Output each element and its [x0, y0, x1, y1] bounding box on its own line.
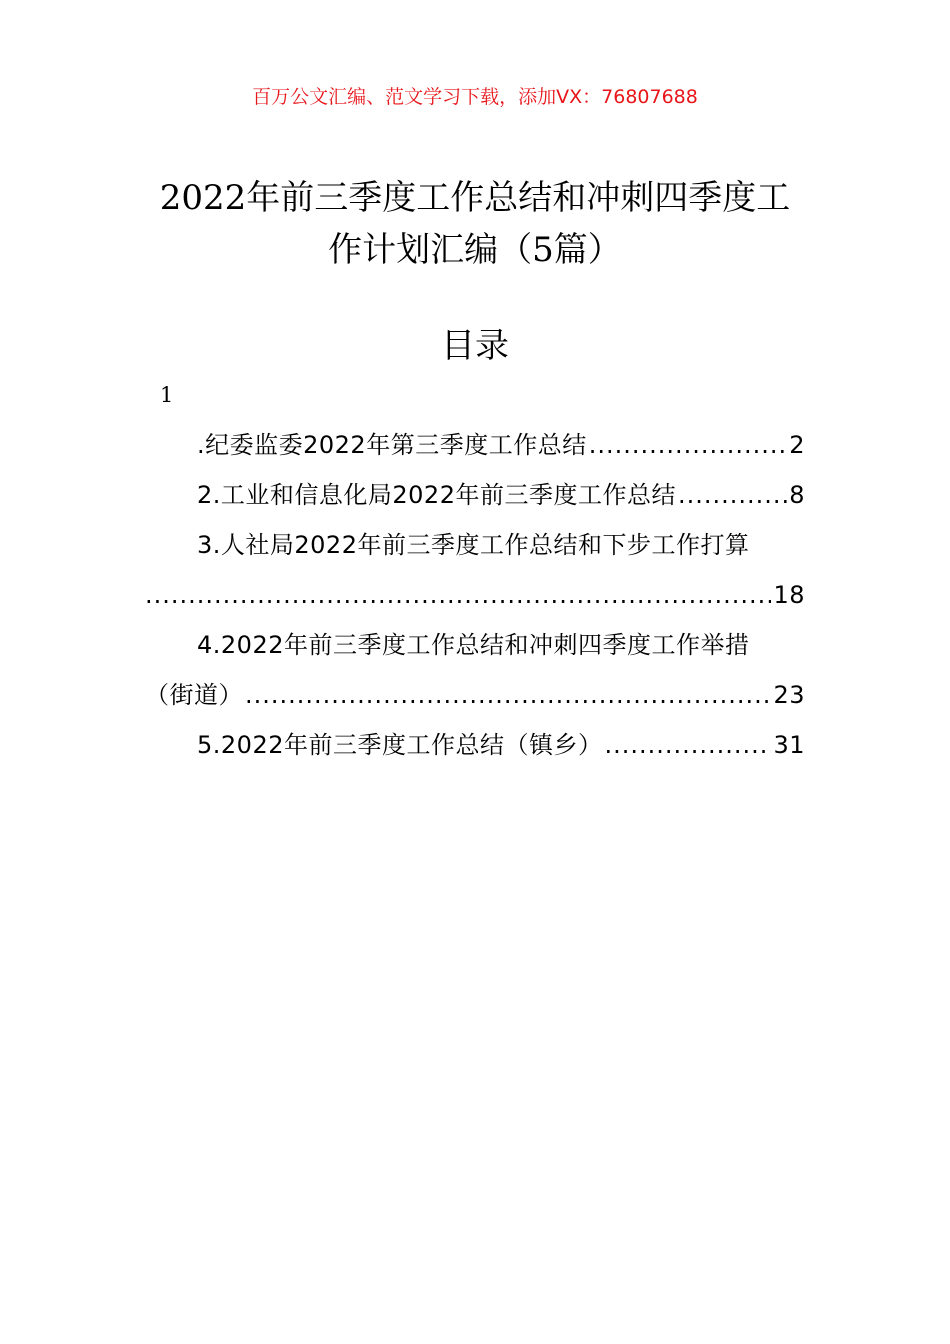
toc-page-number: 23 [773, 681, 805, 709]
toc-page-number: 18 [773, 581, 805, 609]
toc-leader-dots [678, 470, 787, 520]
toc-heading: 目录 [441, 326, 509, 366]
toc-entry-1[interactable] [145, 420, 805, 470]
toc-entry-title-continued: （街道） [145, 681, 243, 709]
toc-leader-dots [604, 720, 771, 770]
toc-entry-title: 2.工业和信息化局2022年前三季度工作总结 [197, 481, 676, 509]
header-note-text: 百万公文汇编、范文学习下载，添加VX：76807688 [252, 86, 698, 108]
toc-entry-title: .纪委监委2022年第三季度工作总结 [197, 431, 587, 459]
header-note [0, 84, 950, 110]
toc-entry-2[interactable] [145, 470, 805, 520]
toc-leader-dots [145, 570, 771, 620]
toc-page-number: 8 [789, 481, 805, 509]
toc-entry-title: 5.2022年前三季度工作总结（镇乡） [197, 731, 603, 759]
stray-list-number: 1 [160, 383, 174, 407]
toc-entry-5[interactable] [145, 720, 805, 770]
document-title-line2: 作计划汇编（5篇） [328, 230, 622, 270]
toc-entry-title: 3.人社局2022年前三季度工作总结和下步工作打算 [197, 531, 750, 559]
toc-entry-4-line2[interactable] [145, 670, 805, 720]
table-of-contents [145, 420, 805, 770]
toc-page-number: 31 [773, 731, 805, 759]
toc-leader-dots [245, 670, 771, 720]
toc-entry-3-line2[interactable] [145, 570, 805, 620]
toc-entry-4-line1[interactable] [145, 620, 805, 670]
toc-entry-3-line1[interactable] [145, 520, 805, 570]
document-title [140, 172, 810, 276]
document-title-line1: 2022年前三季度工作总结和冲刺四季度工 [159, 178, 791, 218]
toc-entry-title: 4.2022年前三季度工作总结和冲刺四季度工作举措 [197, 631, 750, 659]
toc-leader-dots [589, 420, 788, 470]
toc-page-number: 2 [789, 431, 805, 459]
